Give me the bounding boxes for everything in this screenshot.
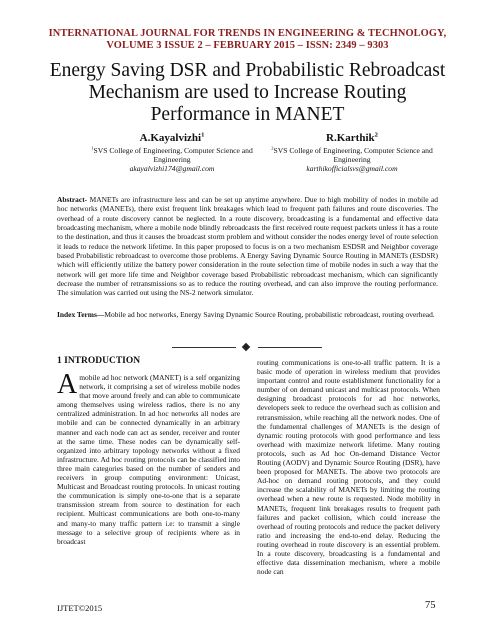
intro-right-column: routing communications is one-to-all traffic pattern. It is a basic mode of operation in wireless medium that provides important control and route establishment functionality for a number of on demand unicast and multicast protocols. When designing broadcast protocols for ad hoc networks, developers seek to reduce the overhead such as collision and retransmission, while reaching all the network nodes. One of the fundamental challenges of MANETs is the design of dynamic routing protocols with good performance and less overhead with maximize network lifetime. Many routing protocols, such as Ad hoc On-demand Distance Vector Routing (AODV) and Dynamic Source Routing (DSR), have been proposed for MANETs. The above two protocols are Ad-hoc on demand routing protocols, and they could increase the scalability of MANETs by limiting the routing overhead when a new route is requested. Node mobility in MANETs, frequent link breakages results to frequent path failures and packet collision, which could increase the overhead of routing protocols and reduce the packet delivery ratio and increasing the end-to-end delay. Reducing the routing overhead in route discovery is an essential problem. In a route discovery, broadcasting is a fundamental and effective data dissemination mechanism, where a mobile node can xyxy=(257,358,440,577)
abstract-text: MANETs are infrastructure less and can be set up anytime anywhere. Due to high mobility of nodes in mobile ad hoc networks (MANETs), there exist frequent link breakages which lead to frequent path failures and route discoveries. The overhead of a route discovery cannot be neglected. In a route discovery, broadcasting is a fundamental and effective data broadcasting mechanism, where a mobile node blindly rebroadcasts the first received route request packets unless it has a route to the destination, and thus it causes the broadcast storm problem and without consider the nodes energy level of route selection it leads to reduce the network lifetime. In this paper proposed to focus is on a two mechanism ESDSR and Neighbor coverage based Probabilistic rebroadcast to overcome those problems. A Energy Saving Dynamic Source Routing in MANETs (ESDSR) which will efficiently utilize the battery power consideration in the route selection time of mobile nodes in such a way that the network will get more life time and Neighbor coverage based Probabilistic rebroadcast mechanism, which can significantly decrease the number of retransmissions so as to reduce the routing overhead, and can also improve the routing performance. The simulation was carried out using the NS-2 network simulator. xyxy=(57,195,438,298)
journal-header-line1: INTERNATIONAL JOURNAL FOR TRENDS IN ENGINEERING & TECHNOLOGY, xyxy=(48,28,447,39)
footer-copyright: IJTET©2015 xyxy=(57,603,103,613)
section-heading: 1 INTRODUCTION xyxy=(57,356,141,366)
author-name-2: R.Karthik$^2$ xyxy=(326,131,378,144)
author-name-1: A.Kayalvizhi$^1$ xyxy=(139,131,205,144)
paper-title: Energy Saving DSR and Probabilistic Rebroadcast Mechanism are used to Increase Routing Performance in MANET xyxy=(49,60,446,125)
author-affiliation-1: $^1$SVS College of Engineering, Computer Science and Engineering xyxy=(91,145,253,165)
intro-left-text: mobile ad hoc network (MANET) is a self organizing network, it comprising a set of wireless mobile nodes that move around freely and can able to communicate among themselves using wireless radios, there is no any centralized administration. In ad hoc networks all nodes are mobile and can be connected dynamically in an arbitrary manner and each node can act as sender, receiver and router at the same time. These nodes can be dynamically self-organized into arbitrary topology networks without a fixed infrastructure. Ad hoc routing protocols can be classified into three main categories based on the number of senders and receivers in group computing environment: Unicast, Multicast and Broadcast routing protocols. In unicast routing the communication is simply one-to-one that is a separate transmission stream from source to destination for each recipient. Multicast communications are both one-to-many and many-to many traffic pattern i.e: to transmit a single message to a selective group of recipients where as in broadcast xyxy=(57,373,240,546)
abstract-label: Abstract- xyxy=(57,195,88,204)
section-divider xyxy=(172,343,322,351)
index-terms-text: Mobile ad hoc networks, Energy Saving Dynamic Source Routing, probabilistic rebroadcast, routing overhead. xyxy=(104,310,435,319)
author-email-2: karthikofficialsvs@gmail.com xyxy=(306,164,398,174)
divider-line-right xyxy=(258,347,322,348)
index-terms-label: Index Terms— xyxy=(57,310,105,319)
author-block-1 xyxy=(72,131,272,174)
page-number: 75 xyxy=(425,600,436,611)
author-affiliation-2: $^2$SVS College of Engineering, Computer Science and Engineering xyxy=(271,145,433,165)
author-email-1: akayalvizhi174@gmail.com xyxy=(129,164,215,174)
journal-header-line2: VOLUME 3 ISSUE 2 – FEBRUARY 2015 – ISSN: 2349 – 9303 xyxy=(106,40,389,51)
intro-left-column xyxy=(57,369,240,546)
abstract xyxy=(57,195,438,298)
diamond-icon xyxy=(242,343,250,351)
drop-cap: A xyxy=(57,369,78,400)
divider-line-left xyxy=(172,347,236,348)
author-block-2 xyxy=(252,131,452,174)
index-terms xyxy=(57,310,438,319)
